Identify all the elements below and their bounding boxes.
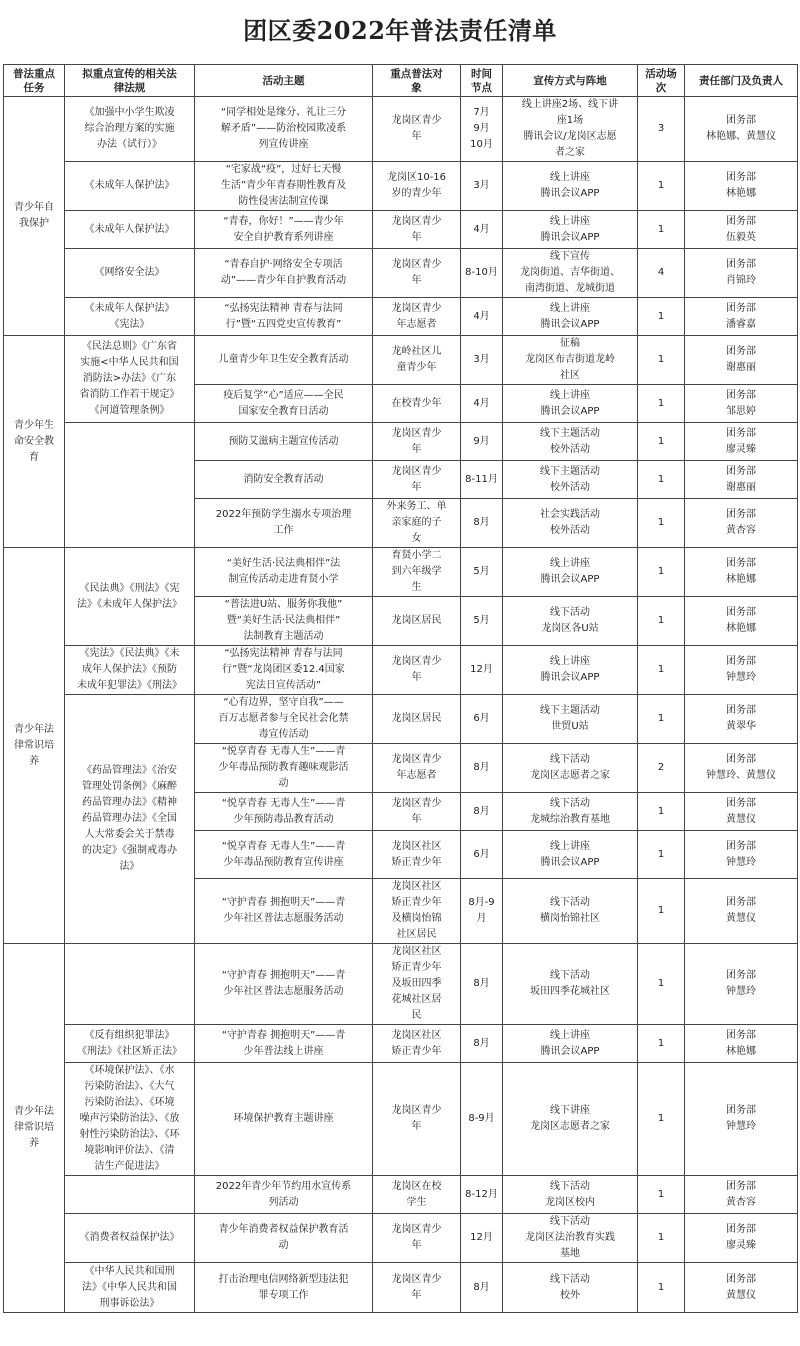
- owner-cell: 团务部 钟慧玲: [685, 944, 798, 1025]
- task-cell: 青少年生 命安全教 育: [4, 336, 65, 548]
- count-cell: 1: [638, 1176, 685, 1214]
- time-cell: 7月 9月 10月: [461, 97, 503, 162]
- theme-cell: “守护青春 拥抱明天”——青 少年社区普法志愿服务活动: [195, 879, 373, 944]
- method-cell: 线下活动 坂田四季花城社区: [503, 944, 638, 1025]
- time-cell: 12月: [461, 646, 503, 695]
- count-cell: 1: [638, 499, 685, 548]
- count-cell: 1: [638, 298, 685, 336]
- target-cell: 龙岗区社区 矫正青少年 及坂田四季 花城社区居 民: [373, 944, 461, 1025]
- owner-cell: 团务部 钟慧玲、黄慧仪: [685, 744, 798, 793]
- column-header: 普法重点 任务: [4, 65, 65, 97]
- time-cell: 6月: [461, 695, 503, 744]
- time-cell: 8月: [461, 1025, 503, 1063]
- count-cell: 1: [638, 423, 685, 461]
- law-cell: 《中华人民共和国刑 法》《中华人民共和国 刑事诉讼法》: [65, 1263, 195, 1313]
- count-cell: 1: [638, 162, 685, 211]
- target-cell: 龙岗区居民: [373, 695, 461, 744]
- table-row: [4, 1025, 798, 1063]
- count-cell: 1: [638, 1063, 685, 1176]
- method-cell: 线下活动 龙岗区各U站: [503, 597, 638, 646]
- law-cell: 《未成年人保护法》 《宪法》: [65, 298, 195, 336]
- owner-cell: 团务部 廖灵臻: [685, 423, 798, 461]
- target-cell: 龙岗区青少 年: [373, 793, 461, 831]
- time-cell: 8月-9 月: [461, 879, 503, 944]
- law-cell: 《环境保护法》、《水 污染防治法》、《大气 污染防治法》、《环境 噪声污染防治法》、《放 射性污染防治法》、《环 境影响评价法》、《清 洁生产促进法》: [65, 1063, 195, 1176]
- method-cell: 线上讲座 腾讯会议APP: [503, 646, 638, 695]
- count-cell: 1: [638, 1025, 685, 1063]
- method-cell: 线下宣传 龙岗街道、吉华街道、 南湾街道、龙城街道: [503, 249, 638, 298]
- time-cell: 8-10月: [461, 249, 503, 298]
- table-row: [4, 1063, 798, 1176]
- time-cell: 8月: [461, 744, 503, 793]
- count-cell: 1: [638, 211, 685, 249]
- target-cell: 龙岗区社区 矫正青少年: [373, 831, 461, 879]
- time-cell: 8-11月: [461, 461, 503, 499]
- method-cell: 征稿 龙岗区布吉街道龙岭 社区: [503, 336, 638, 385]
- method-cell: 线下活动 龙岗区志愿者之家: [503, 744, 638, 793]
- theme-cell: “弘扬宪法精神 青春与法同 行”暨“龙岗团区委12.4国家 宪法日宣传活动”: [195, 646, 373, 695]
- count-cell: 1: [638, 879, 685, 944]
- owner-cell: 团务部 钟慧玲: [685, 646, 798, 695]
- time-cell: 8-9月: [461, 1063, 503, 1176]
- target-cell: 龙岗区青少 年: [373, 211, 461, 249]
- target-cell: 龙岗区社区 矫正青少年 及横岗怡锦 社区居民: [373, 879, 461, 944]
- table-row: [4, 1176, 798, 1214]
- theme-cell: 打击治理电信网络新型违法犯 罪专项工作: [195, 1263, 373, 1313]
- theme-cell: “同学相处是缘分、礼让三分 解矛盾”——防治校园欺凌系 列宣传讲座: [195, 97, 373, 162]
- target-cell: 龙岗区青少 年: [373, 423, 461, 461]
- target-cell: 龙岗区青少 年志愿者: [373, 298, 461, 336]
- law-cell: [65, 423, 195, 548]
- target-cell: 龙岗区在校 学生: [373, 1176, 461, 1214]
- count-cell: 3: [638, 97, 685, 162]
- owner-cell: 团务部 黄慧仪: [685, 793, 798, 831]
- count-cell: 4: [638, 249, 685, 298]
- time-cell: 5月: [461, 597, 503, 646]
- table-row: [4, 97, 798, 162]
- method-cell: 线下活动 校外: [503, 1263, 638, 1313]
- target-cell: 龙岗区青少 年: [373, 1263, 461, 1313]
- column-header: 时间 节点: [461, 65, 503, 97]
- owner-cell: 团务部 伍毅英: [685, 211, 798, 249]
- law-cell: 《宪法》《民法典》《未 成年人保护法》《预防 未成年犯罪法》《刑法》: [65, 646, 195, 695]
- target-cell: 育贤小学二 到六年级学 生: [373, 548, 461, 597]
- law-cell: 《民法总则》《广东省 实施<中华人民共和国 消防法>办法》《广东 省消防工作若干规定》 《河道管理条例》: [65, 336, 195, 423]
- target-cell: 龙岗区青少 年: [373, 249, 461, 298]
- target-cell: 龙岗区青少 年志愿者: [373, 744, 461, 793]
- method-cell: 线下主题活动 世贸U站: [503, 695, 638, 744]
- theme-cell: 2022年青少年节约用水宣传系 列活动: [195, 1176, 373, 1214]
- law-cell: 《民法典》《刑法》《宪 法》《未成年人保护法》: [65, 548, 195, 646]
- theme-cell: “悦享青春 无毒人生”——青 少年预防毒品教育活动: [195, 793, 373, 831]
- method-cell: 线下活动 龙岗区法治教育实践 基地: [503, 1214, 638, 1263]
- method-cell: 线上讲座 腾讯会议APP: [503, 1025, 638, 1063]
- theme-cell: “弘扬宪法精神 青春与法同 行”暨“五四党史宣传教育”: [195, 298, 373, 336]
- owner-cell: 团务部 黄杏容: [685, 1176, 798, 1214]
- theme-cell: 消防安全教育活动: [195, 461, 373, 499]
- law-cell: [65, 1176, 195, 1214]
- table-row: [4, 423, 798, 461]
- time-cell: 8月: [461, 1263, 503, 1313]
- owner-cell: 团务部 邹思婷: [685, 385, 798, 423]
- theme-cell: “美好生活·民法典相伴”法 制宣传活动走进育贤小学: [195, 548, 373, 597]
- method-cell: 线上讲座 腾讯会议APP: [503, 548, 638, 597]
- time-cell: 8月: [461, 793, 503, 831]
- theme-cell: 青少年消费者权益保护教育活 动: [195, 1214, 373, 1263]
- target-cell: 龙岗区10-16 岁的青少年: [373, 162, 461, 211]
- method-cell: 线下主题活动 校外活动: [503, 423, 638, 461]
- time-cell: 4月: [461, 211, 503, 249]
- law-cell: 《加强中小学生欺凌 综合治理方案的实施 办法（试行）》: [65, 97, 195, 162]
- law-cell: [65, 944, 195, 1025]
- law-cell: 《未成年人保护法》: [65, 211, 195, 249]
- responsibility-table: [3, 64, 798, 1313]
- time-cell: 9月: [461, 423, 503, 461]
- header-row: [4, 65, 798, 97]
- owner-cell: 团务部 林艳娜: [685, 597, 798, 646]
- owner-cell: 团务部 黄慧仪: [685, 879, 798, 944]
- column-header: 责任部门及负责人: [685, 65, 798, 97]
- count-cell: 1: [638, 646, 685, 695]
- table-row: [4, 548, 798, 597]
- table-row: [4, 646, 798, 695]
- owner-cell: 团务部 林艳娜: [685, 162, 798, 211]
- owner-cell: 团务部 廖灵臻: [685, 1214, 798, 1263]
- target-cell: 外来务工、单 亲家庭的子 女: [373, 499, 461, 548]
- method-cell: 线下活动 横岗怡锦社区: [503, 879, 638, 944]
- theme-cell: “守护青春 拥抱明天”——青 少年社区普法志愿服务活动: [195, 944, 373, 1025]
- method-cell: 线下讲座 龙岗区志愿者之家: [503, 1063, 638, 1176]
- target-cell: 龙岗区青少 年: [373, 1214, 461, 1263]
- method-cell: 社会实践活动 校外活动: [503, 499, 638, 548]
- theme-cell: 预防艾滋病主题宣传活动: [195, 423, 373, 461]
- owner-cell: 团务部 钟慧玲: [685, 831, 798, 879]
- method-cell: 线上讲座 腾讯会议APP: [503, 162, 638, 211]
- target-cell: 龙岗区青少 年: [373, 646, 461, 695]
- time-cell: 8月: [461, 499, 503, 548]
- column-header: 重点普法对 象: [373, 65, 461, 97]
- table-row: [4, 162, 798, 211]
- table-row: [4, 944, 798, 1025]
- theme-cell: “宅家战“疫”，过好七天慢 生活”青少年青春期性教育及 防性侵害法制宣传课: [195, 162, 373, 211]
- target-cell: 龙岭社区儿 童青少年: [373, 336, 461, 385]
- count-cell: 1: [638, 695, 685, 744]
- time-cell: 8-12月: [461, 1176, 503, 1214]
- table-body: [4, 97, 798, 1313]
- time-cell: 4月: [461, 298, 503, 336]
- theme-cell: “青春，你好！”——青少年 安全自护教育系列讲座: [195, 211, 373, 249]
- law-cell: 《药品管理法》《治安 管理处罚条例》《麻醉 药品管理办法》《精神 药品管理办法》《全国 人大常委会关于禁毒 的决定》《强制戒毒办 法》: [65, 695, 195, 944]
- theme-cell: “心有边界，坚守自我”—— 百万志愿者参与全民社会化禁 毒宣传活动: [195, 695, 373, 744]
- time-cell: 5月: [461, 548, 503, 597]
- table-row: [4, 1214, 798, 1263]
- count-cell: 1: [638, 793, 685, 831]
- document-title: 团区委2022年普法责任清单: [243, 16, 557, 45]
- owner-cell: 团务部 黄慧仪: [685, 1263, 798, 1313]
- time-cell: 3月: [461, 162, 503, 211]
- owner-cell: 团务部 谢惠丽: [685, 461, 798, 499]
- table-row: [4, 298, 798, 336]
- table-row: [4, 1263, 798, 1313]
- method-cell: 线上讲座 腾讯会议APP: [503, 385, 638, 423]
- time-cell: 3月: [461, 336, 503, 385]
- method-cell: 线上讲座2场、线下讲 座1场 腾讯会议/龙岗区志愿 者之家: [503, 97, 638, 162]
- count-cell: 1: [638, 548, 685, 597]
- owner-cell: 团务部 钟慧玲: [685, 1063, 798, 1176]
- law-cell: 《网络安全法》: [65, 249, 195, 298]
- owner-cell: 团务部 林艳娜: [685, 1025, 798, 1063]
- law-cell: 《消费者权益保护法》: [65, 1214, 195, 1263]
- owner-cell: 团务部 林艳娜、黄慧仪: [685, 97, 798, 162]
- owner-cell: 团务部 肖锦玲: [685, 249, 798, 298]
- column-header: 活动场 次: [638, 65, 685, 97]
- column-header: 拟重点宣传的相关法 律法规: [65, 65, 195, 97]
- count-cell: 1: [638, 597, 685, 646]
- theme-cell: “悦享青春 无毒人生”——青 少年毒品预防教育宣传讲座: [195, 831, 373, 879]
- target-cell: 龙岗区居民: [373, 597, 461, 646]
- count-cell: 1: [638, 385, 685, 423]
- target-cell: 龙岗区青少 年: [373, 97, 461, 162]
- theme-cell: “悦享青春 无毒人生”——青 少年毒品预防教育趣味观影活 动: [195, 744, 373, 793]
- theme-cell: “普法进U站、服务你我他” 暨“美好生活·民法典相伴” 法制教育主题活动: [195, 597, 373, 646]
- method-cell: 线上讲座 腾讯会议APP: [503, 831, 638, 879]
- theme-cell: 疫后复学“心”适应——全民 国家安全教育日活动: [195, 385, 373, 423]
- table-row: [4, 336, 798, 385]
- target-cell: 在校青少年: [373, 385, 461, 423]
- law-cell: 《未成年人保护法》: [65, 162, 195, 211]
- task-cell: 青少年法 律常识培 养: [4, 944, 65, 1313]
- theme-cell: “青春自护·网络安全专项活 动”——青少年自护教育活动: [195, 249, 373, 298]
- table-row: [4, 249, 798, 298]
- theme-cell: “守护青春 拥抱明天”——青 少年普法线上讲座: [195, 1025, 373, 1063]
- time-cell: 4月: [461, 385, 503, 423]
- theme-cell: 环境保护教育主题讲座: [195, 1063, 373, 1176]
- column-header: 宣传方式与阵地: [503, 65, 638, 97]
- count-cell: 1: [638, 944, 685, 1025]
- owner-cell: 团务部 谢惠丽: [685, 336, 798, 385]
- time-cell: 6月: [461, 831, 503, 879]
- task-cell: 青少年法 律常识培 养: [4, 548, 65, 944]
- time-cell: 8月: [461, 944, 503, 1025]
- owner-cell: 团务部 黄翠华: [685, 695, 798, 744]
- owner-cell: 团务部 潘睿嘉: [685, 298, 798, 336]
- owner-cell: 团务部 林艳娜: [685, 548, 798, 597]
- owner-cell: 团务部 黄杏容: [685, 499, 798, 548]
- theme-cell: 2022年预防学生溺水专项治理 工作: [195, 499, 373, 548]
- table-row: [4, 695, 798, 744]
- count-cell: 1: [638, 1214, 685, 1263]
- method-cell: 线下活动 龙岗区校内: [503, 1176, 638, 1214]
- target-cell: 龙岗区青少 年: [373, 461, 461, 499]
- column-header: 活动主题: [195, 65, 373, 97]
- count-cell: 1: [638, 461, 685, 499]
- method-cell: 线上讲座 腾讯会议APP: [503, 298, 638, 336]
- law-cell: 《反有组织犯罪法》 《刑法》《社区矫正法》: [65, 1025, 195, 1063]
- method-cell: 线上讲座 腾讯会议APP: [503, 211, 638, 249]
- count-cell: 1: [638, 336, 685, 385]
- count-cell: 1: [638, 1263, 685, 1313]
- time-cell: 12月: [461, 1214, 503, 1263]
- table-row: [4, 211, 798, 249]
- task-cell: 青少年自 我保护: [4, 97, 65, 336]
- theme-cell: 儿童青少年卫生安全教育活动: [195, 336, 373, 385]
- target-cell: 龙岗区青少 年: [373, 1063, 461, 1176]
- method-cell: 线下主题活动 校外活动: [503, 461, 638, 499]
- count-cell: 2: [638, 744, 685, 793]
- count-cell: 1: [638, 831, 685, 879]
- method-cell: 线下活动 龙城综治教育基地: [503, 793, 638, 831]
- target-cell: 龙岗区社区 矫正青少年: [373, 1025, 461, 1063]
